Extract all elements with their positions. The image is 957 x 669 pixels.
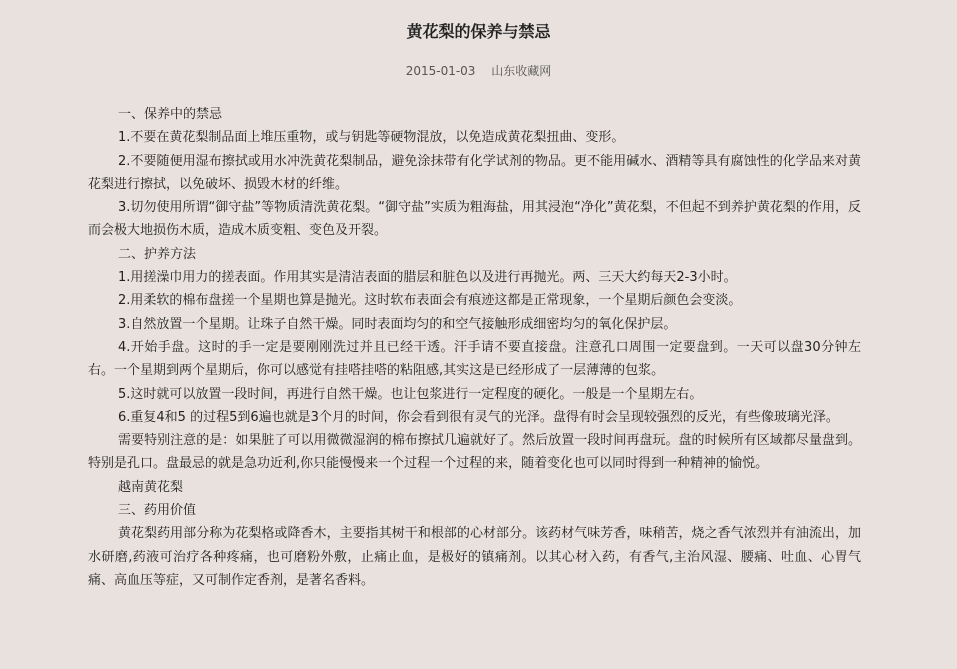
article-meta: [0, 62, 957, 80]
source-name: 山东收藏网: [491, 64, 552, 78]
paragraph: 4.开始手盘。这时的手一定是要刚刚洗过并且已经干透。汗手请不要直接盘。注意孔口周围一定要盘到。一天可以盘30分钟左右。一个星期到两个星期后，你可以感觉有挂嗒挂嗒的粘阻感,其实这是已经形成了一层薄薄的包浆。: [88, 339, 861, 379]
paragraph: 5.这时就可以放置一段时间，再进行自然干燥。也让包浆进行一定程度的硬化。一般是一个星期左右。: [118, 386, 703, 402]
paragraph: 黄花梨药用部分称为花梨格或降香木，主要指其树干和根部的心材部分。该药材气味芳香，味稍苦，烧之香气浓烈并有油流出，加水研磨,药液可治疗各种疼痛，也可磨粉外敷，止痛止血，是极好的镇痛剂。以其心材入药，有香气,主治风湿、腰痛、吐血、心胃气痛、高血压等症，又可制作定香剂，是著名香料。: [88, 526, 861, 588]
publish-date: 2015-01-03: [405, 64, 476, 78]
paragraph: 2.用柔软的棉布盘搓一个星期也算是抛光。这时软布表面会有痕迹这都是正常现象，一个星期后颜色会变淡。: [118, 293, 742, 309]
section-heading-taboos: 一、保养中的禁忌: [118, 107, 223, 122]
subheading-vietnam: 越南黄花梨: [118, 479, 184, 495]
article-body: [88, 103, 861, 592]
section-heading-care: 二、护养方法: [118, 246, 197, 262]
paragraph: 1.用搓澡巾用力的搓表面。作用其实是清洁表面的腊层和脏色以及进行再抛光。两、三天大约每天2-3小时。: [118, 270, 737, 286]
paragraph: 3.切勿使用所谓“御守盐”等物质清洗黄花梨。“御守盐”实质为粗海盐，用其浸泡“净化”黄花梨，不但起不到养护黄花梨的作用，反而会极大地损伤木质，造成木质变粗、变色及开裂。: [88, 200, 861, 239]
paragraph: 6.重复4和5 的过程5到6遍也就是3个月的时间，你会看到很有灵气的光泽。盘得有时会呈现较强烈的反光，有些像玻璃光泽。: [118, 409, 839, 425]
section-heading-medicinal: 三、药用价值: [118, 503, 197, 519]
article-title: 黄花梨的保养与禁忌: [406, 22, 551, 41]
paragraph: 2.不要随便用湿布擦拭或用水冲洗黄花梨制品，避免涂抹带有化学试剂的物品。更不能用碱水、酒精等具有腐蚀性的化学品来对黄花梨进行擦拭，以免破坏、损毁木材的纤维。: [88, 153, 861, 192]
paragraph: 1.不要在黄花梨制品面上堆压重物，或与钥匙等硬物混放，以免造成黄花梨扭曲、变形。: [118, 130, 625, 146]
paragraph: 需要特别注意的是：如果脏了可以用微微湿润的棉布擦拭几遍就好了。然后放置一段时间再盘玩。盘的时候所有区域都尽量盘到。特别是孔口。盘最忌的就是急功近利,你只能慢慢来一个过程一个过程的来，随着变化也可以同时得到一种精神的愉悦。: [88, 433, 861, 472]
paragraph: 3.自然放置一个星期。让珠子自然干燥。同时表面均匀的和空气接触形成细密均匀的氧化保护层。: [118, 316, 677, 332]
